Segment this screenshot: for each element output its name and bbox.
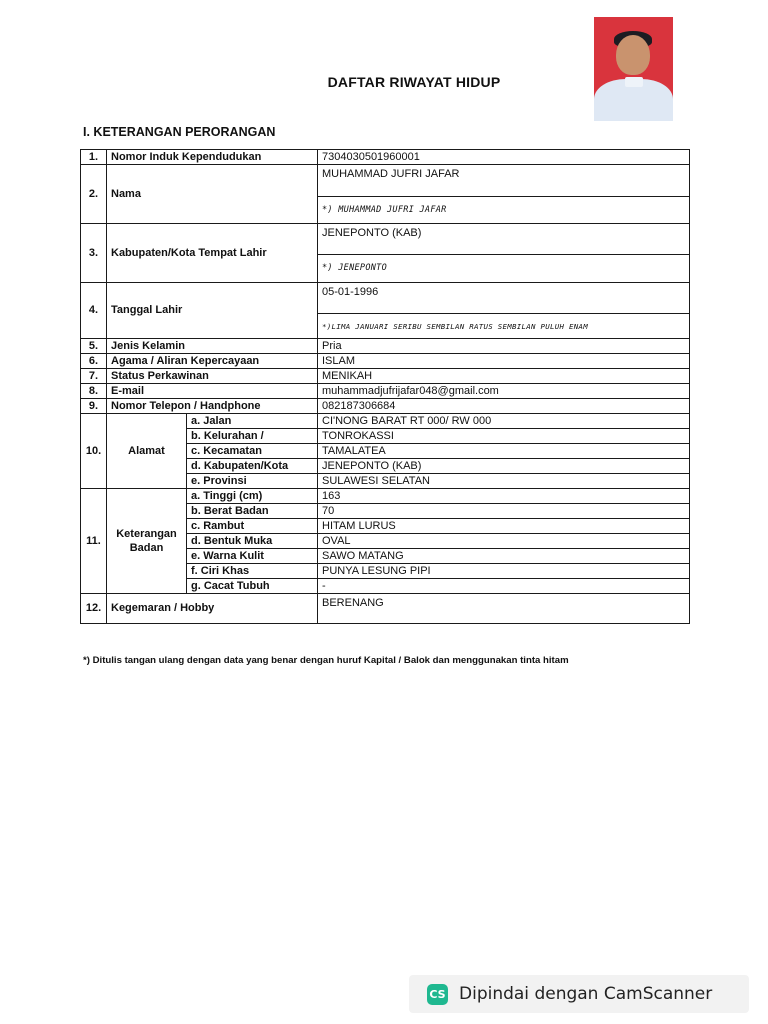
table-row [81,354,690,369]
personal-data-table [80,149,690,624]
camscanner-text: Dipindai dengan CamScanner [459,984,713,1004]
tinggi-value: 163 [318,489,690,504]
table-row [81,283,690,314]
row-number: 5. [81,339,107,354]
status-value: MENIKAH [318,369,690,384]
sub-label: e. Provinsi [187,474,318,489]
table-row [81,594,690,624]
camscanner-badge [409,975,749,1013]
section-heading: I. KETERANGAN PERORANGAN [83,125,276,139]
row-number: 7. [81,369,107,384]
jenis-kelamin-value: Pria [318,339,690,354]
nik-value: 7304030501960001 [318,150,690,165]
table-row [81,369,690,384]
sub-label: d. Kabupaten/Kota [187,459,318,474]
camscanner-icon: CS [427,984,448,1005]
row-number: 4. [81,283,107,339]
nama-handwritten: *) MUHAMMAD JUFRI JAFAR [318,197,690,224]
sub-label: e. Warna Kulit [187,549,318,564]
photo-face [616,35,650,75]
sub-label: a. Tinggi (cm) [187,489,318,504]
row-label: Nomor Induk Kependudukan [107,150,318,165]
cacat-tubuh-value: - [318,579,690,594]
kecamatan-value: TAMALATEA [318,444,690,459]
row-number: 6. [81,354,107,369]
table-row [81,384,690,399]
row-number: 1. [81,150,107,165]
table-row [81,339,690,354]
badan-label-line1: Keterangan [116,528,177,540]
row-label: Kabupaten/Kota Tempat Lahir [107,224,318,283]
tempat-lahir-value: JENEPONTO (KAB) [318,224,690,255]
row-label: Jenis Kelamin [107,339,318,354]
tempat-lahir-handwritten: *) JENEPONTO [318,255,690,283]
row-number: 12. [81,594,107,624]
sub-label: d. Bentuk Muka [187,534,318,549]
row-label: Tanggal Lahir [107,283,318,339]
row-label: Alamat [107,414,187,489]
row-number: 3. [81,224,107,283]
table-row [81,165,690,197]
row-label: Agama / Aliran Kepercayaan [107,354,318,369]
sub-label: c. Kecamatan [187,444,318,459]
sub-label: g. Cacat Tubuh [187,579,318,594]
row-label: Status Perkawinan [107,369,318,384]
telepon-value: 082187306684 [318,399,690,414]
profile-photo [594,17,673,121]
row-label: Nomor Telepon / Handphone [107,399,318,414]
sub-label: a. Jalan [187,414,318,429]
row-number: 2. [81,165,107,224]
row-number: 11. [81,489,107,594]
kelurahan-value: TONROKASSI [318,429,690,444]
table-row [81,414,690,429]
kabupaten-value: JENEPONTO (KAB) [318,459,690,474]
row-number: 9. [81,399,107,414]
ciri-khas-value: PUNYA LESUNG PIPI [318,564,690,579]
berat-value: 70 [318,504,690,519]
row-label [107,489,187,594]
tanggal-lahir-handwritten: *)LIMA JANUARI SERIBU SEMBILAN RATUS SEMBILAN PULUH ENAM [318,314,690,339]
row-label: Nama [107,165,318,224]
sub-label: b. Kelurahan / [187,429,318,444]
sub-label: b. Berat Badan [187,504,318,519]
agama-value: ISLAM [318,354,690,369]
row-number: 10. [81,414,107,489]
tanggal-lahir-value: 05-01-1996 [318,283,690,314]
warna-kulit-value: SAWO MATANG [318,549,690,564]
hobby-value: BERENANG [318,594,690,624]
email-value: muhammadjufrijafar048@gmail.com [318,384,690,399]
sub-label: f. Ciri Khas [187,564,318,579]
bentuk-muka-value: OVAL [318,534,690,549]
footnote: *) Ditulis tangan ulang dengan data yang benar dengan huruf Kapital / Balok dan menggunakan tinta hitam [83,655,569,666]
row-number: 8. [81,384,107,399]
badan-label-line2: Badan [129,542,164,554]
provinsi-value: SULAWESI SELATAN [318,474,690,489]
jalan-value: CI'NONG BARAT RT 000/ RW 000 [318,414,690,429]
document-title: DAFTAR RIWAYAT HIDUP [327,74,501,90]
sub-label: c. Rambut [187,519,318,534]
nama-value: MUHAMMAD JUFRI JAFAR [318,165,690,197]
table-row [81,399,690,414]
row-label: Kegemaran / Hobby [107,594,318,624]
table-row [81,150,690,165]
row-label: E-mail [107,384,318,399]
rambut-value: HITAM LURUS [318,519,690,534]
table-row [81,224,690,255]
table-row [81,489,690,504]
